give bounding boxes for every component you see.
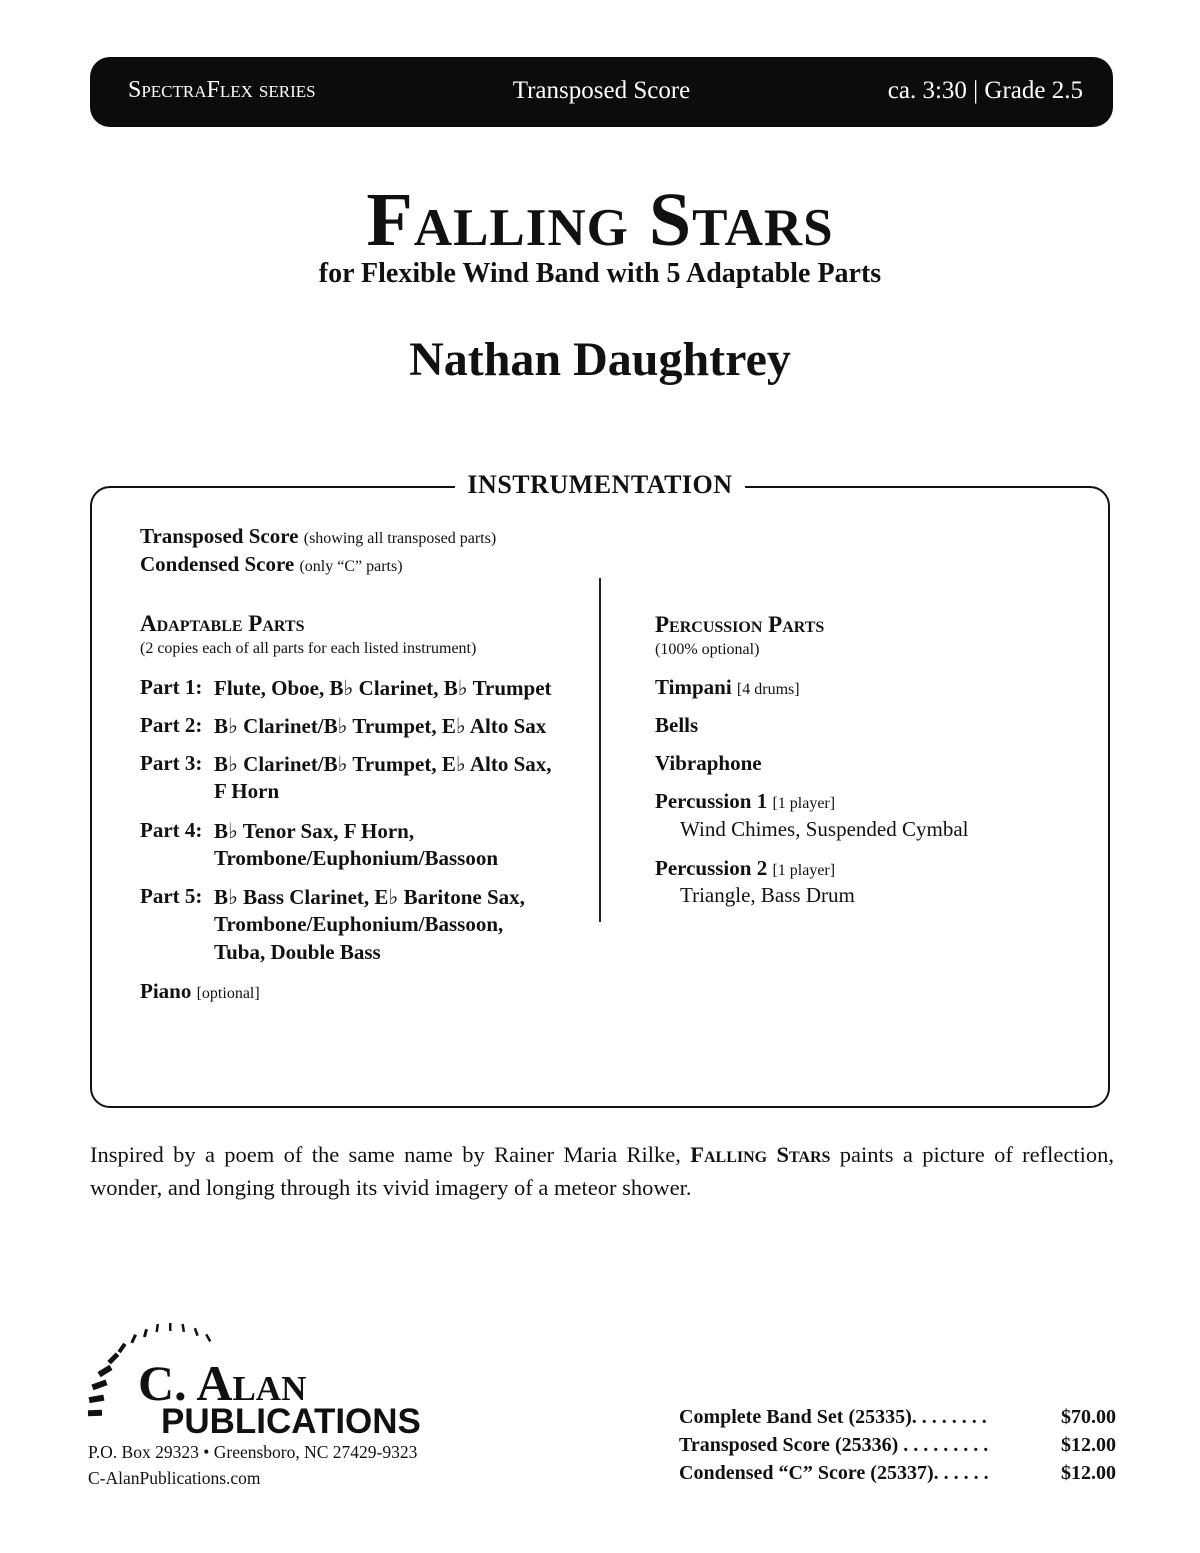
price-value: $12.00 bbox=[1061, 1434, 1116, 1456]
part-2-label: Part 2: bbox=[140, 713, 203, 737]
header-bar bbox=[90, 57, 1113, 127]
timpani-line: Timpani [4 drums] bbox=[655, 675, 800, 699]
part-4-instruments-line-2: Trombone/Euphonium/Bassoon bbox=[214, 846, 498, 870]
part-1-instruments: Flute, Oboe, B♭ Clarinet, B♭ Trumpet bbox=[214, 676, 552, 700]
column-divider bbox=[599, 578, 601, 922]
score-line-transposed: Transposed Score (showing all transposed parts) bbox=[140, 524, 497, 548]
part-5-instruments-line-1: B♭ Bass Clarinet, E♭ Baritone Sax, bbox=[214, 885, 525, 909]
adaptable-parts-heading: Adaptable Parts bbox=[140, 611, 305, 636]
vibraphone-line: Vibraphone bbox=[655, 751, 762, 775]
part-5-label: Part 5: bbox=[140, 884, 203, 908]
program-note-title: Falling Stars bbox=[690, 1142, 831, 1167]
publisher-name: C. Alan bbox=[138, 1355, 307, 1411]
part-5-instruments-line-2: Trombone/Euphonium/Bassoon, bbox=[214, 912, 504, 936]
price-value: $70.00 bbox=[1061, 1406, 1116, 1428]
price-value: $12.00 bbox=[1061, 1462, 1116, 1484]
part-3-instruments-line-1: B♭ Clarinet/B♭ Trumpet, E♭ Alto Sax, bbox=[214, 752, 552, 776]
part-3-instruments-line-2: F Horn bbox=[214, 779, 280, 803]
part-4-label: Part 4: bbox=[140, 818, 203, 842]
piece-title: Falling Stars bbox=[366, 178, 834, 262]
part-2-instruments: B♭ Clarinet/B♭ Trumpet, E♭ Alto Sax bbox=[214, 714, 547, 738]
percussion-1-line: Percussion 1 [1 player] bbox=[655, 789, 836, 813]
percussion-2-line: Percussion 2 [1 player] bbox=[655, 856, 836, 880]
score-type: Transposed Score bbox=[512, 77, 691, 104]
instrumentation-heading: INSTRUMENTATION bbox=[0, 470, 1200, 500]
program-note: Inspired by a poem of the same name by Rainer Maria Rilke, Falling Stars paints a picture of reflection, wonder, and longing through its vivid imagery of a meteor shower. bbox=[90, 1142, 1114, 1200]
piece-subtitle: for Flexible Wind Band with 5 Adaptable Parts bbox=[318, 258, 882, 289]
score-line-condensed: Condensed Score (only “C” parts) bbox=[140, 552, 403, 576]
part-4-instruments-line-1: B♭ Tenor Sax, F Horn, bbox=[214, 819, 415, 843]
price-label: Condensed “C” Score (25337). . . . . . bbox=[679, 1462, 989, 1484]
percussion-1-instruments: Wind Chimes, Suspended Cymbal bbox=[680, 817, 969, 841]
adaptable-parts-note: (2 copies each of all parts for each listed instrument) bbox=[140, 640, 477, 657]
price-label: Transposed Score (25336) . . . . . . . . . bbox=[679, 1434, 989, 1456]
price-label: Complete Band Set (25335). . . . . . . . bbox=[679, 1406, 987, 1428]
percussion-2-instruments: Triangle, Bass Drum bbox=[680, 883, 855, 907]
bells-line: Bells bbox=[655, 713, 699, 737]
duration-grade: ca. 3:30 | Grade 2.5 bbox=[887, 77, 1083, 104]
part-5-instruments-line-3: Tuba, Double Bass bbox=[214, 940, 381, 964]
series-name: SpectraFlex series bbox=[128, 77, 316, 103]
percussion-parts-heading: Percussion Parts bbox=[655, 612, 825, 637]
piano-line: Piano [optional] bbox=[140, 979, 260, 1003]
publisher-address: P.O. Box 29323 • Greensboro, NC 27429-9323 bbox=[88, 1442, 418, 1462]
publisher-subname: PUBLICATIONS bbox=[161, 1402, 421, 1441]
part-3-label: Part 3: bbox=[140, 751, 203, 775]
publisher-website[interactable]: C-AlanPublications.com bbox=[88, 1468, 261, 1488]
part-1-label: Part 1: bbox=[140, 675, 203, 699]
composer-name: Nathan Daughtrey bbox=[409, 333, 791, 386]
percussion-parts-note: (100% optional) bbox=[655, 641, 760, 658]
